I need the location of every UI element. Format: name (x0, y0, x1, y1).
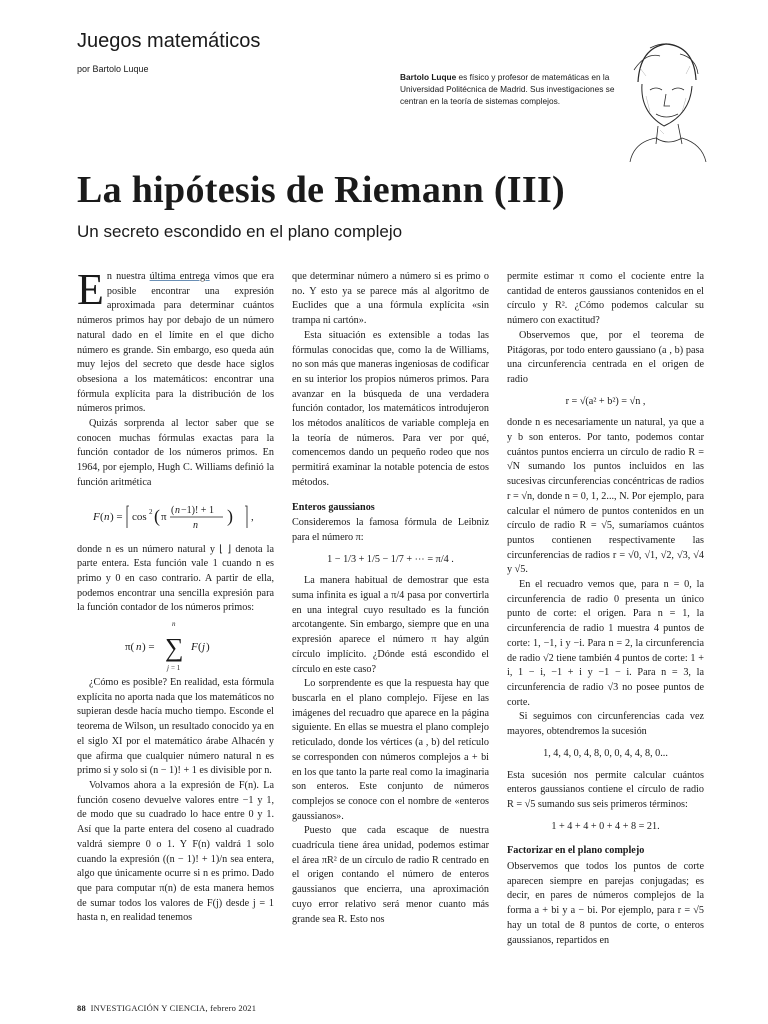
svg-text:) =: ) = (109, 510, 123, 523)
paragraph: Puesto que cada escaque de nuestra cuadrícula tiene área unidad, podemos estimar el área πR² de un círculo de radio R centrado en el origen contando el número de enteros gaussianos que encierra, una aproximación cuyo error relativo será menor cuanto más grande sea R. Esto nos (292, 825, 489, 925)
article-title: La hipótesis de Riemann (III) (77, 169, 565, 211)
paragraph: La manera habitual de demostrar que esta suma infinita es igual a π/4 pasa por convertirla en una integral cuyo resultado es la función arcotangente. Sin embargo, siempre que en una expresión aparece el número π hay algún círculo implícito. ¿Dónde está escondido el círculo en este caso? (292, 575, 489, 675)
paragraph: permite estimar π como el cociente entre la cantidad de enteros gaussianos contenidos en el círculo y R². ¿Cómo podemos calcular su número con exactitud? (507, 271, 704, 327)
svg-text:(: ( (197, 641, 202, 654)
paragraph: Observemos que, por el teorema de Pitágoras, por todo entero gaussiano (a , b) pasa una circunferencia centrada en el origen de radio (507, 329, 704, 385)
svg-text:π: π (160, 510, 167, 523)
prime-counting-formula (77, 616, 274, 676)
section-title: Juegos matemáticos (77, 30, 261, 52)
williams-formula (77, 498, 274, 536)
svg-text:j: j (201, 641, 205, 654)
paragraph: En el recuadro vemos que, para n = 0, la circunferencia de radio 0 presenta un único punto de corte: el origen. Para n = 1, la circunferencia de radio 1 muestra 4 puntos de corte: 1, −1, i y −i. Para n = 2, la circunferencia de radio √2 tiene también 4 puntos de corte: 1 + i, 1 − i, −1 + i y −1 − i. Para n = 3, la circunferencia de radio √3 no posee puntos de corte. (507, 579, 704, 708)
svg-text:F: F (190, 641, 198, 654)
byline: por Bartolo Luque (77, 64, 149, 74)
leibniz-formula: 1 − 1/3 + 1/5 − 1/7 + ⋯ = π/4 . (327, 553, 454, 565)
section-heading: Factorizar en el plano complejo (507, 845, 645, 857)
paragraph: donde n es un número natural y ⌊ ⌋ denota la parte entera. Esta función vale 1 cuando n es primo y 0 en caso contrario. A partir de ella, podemos encontrar una sencilla expresión para la función contador de los números primos: (77, 543, 274, 614)
svg-text:F: F (92, 510, 100, 523)
svg-text:(: ( (99, 510, 104, 523)
svg-text:n: n (171, 620, 175, 629)
paragraph: donde n es necesariamente un natural, ya que a y b son enteros. Por tanto, podemos contar cuántos puntos encierra un círculo de radio R = √N sumando los puntos incluidos en las sucesivas circunferencias concéntricas de radios r = √n, donde n = 0, 1, 2..., N. Por ejemplo, para calcular el número de puntos contenidos en un círculo de radio R = √5, sumaríamos cuántos puntos contienen respectivamente las circunferencias de radios r = √0, √1, √2, √3, √4 y √5. (507, 417, 704, 576)
svg-text:,: , (250, 510, 254, 523)
svg-text:j: j (166, 664, 169, 673)
svg-text:): ) (226, 505, 233, 526)
paragraph: Volvamos ahora a la expresión de F(n). La función coseno devuelve valores entre −1 y 1, de modo que su cuadrado lo hace entre 0 y 1. Así que la parte entera del coseno al cuadrado valdrá siempre 0 o 1. Y F(n) valdrá 1 solo cuando la expresión ((n − 1)! + 1)/n sea entera, algo que únicamente ocurre si n es primo. Dado que para computar π(n) de esta manera hemos de sumar todos los valores de F(j) desde j = 1 hasta n, en realidad tenemos (77, 779, 274, 924)
paragraph: Observemos que todos los puntos de corte aparecen siempre en parejas conjugadas; es decir, en pares de números complejos de la forma a + bi y a − bi. Por ejemplo, para r = √5 hay un total de 8 puntos de corte, o enteros gaussianos, repartidos en (507, 861, 704, 946)
paragraph: Consideremos la famosa fórmula de Leibniz para el número π: (292, 517, 489, 543)
svg-text:n: n (174, 504, 180, 516)
journal-name: INVESTIGACIÓN Y CIENCIA, febrero 2021 (90, 1003, 257, 1013)
svg-text:n: n (135, 641, 141, 654)
svg-text:n: n (192, 519, 198, 531)
paragraph: Quizás sorprenda al lector saber que se conocen muchas fórmulas exactas para la función contador de los números primos. En 1964, por ejemplo, Hugh C. Williams definió la función aritmética (77, 418, 274, 488)
paragraph: Esta sucesión nos permite calcular cuántos enteros gaussianos contiene el círculo de radio R = √5 sumando sus seis primeros términos: (507, 769, 704, 810)
svg-text:) =: ) = (141, 641, 155, 654)
svg-text:(: ( (153, 505, 160, 526)
paragraph: que determinar número a número si es primo o no. Y esto ya se parece más al algoritmo de Euclides que a una fórmula explícita «sin trampa ni cartón». (292, 271, 489, 327)
drop-cap: E (77, 265, 104, 314)
column-3 (507, 270, 704, 948)
radius-formula: r = √(a² + b²) = √n , (565, 395, 646, 407)
section-heading: Enteros gaussianos (292, 501, 375, 513)
svg-text:): ) (205, 641, 210, 654)
author-name: Bartolo Luque (400, 72, 457, 82)
sum-formula: 1 + 4 + 4 + 0 + 4 + 8 = 21. (551, 820, 660, 832)
svg-text:n: n (103, 510, 109, 523)
svg-text:∑: ∑ (164, 633, 184, 663)
column-2 (292, 270, 489, 927)
prime-counting-formula-render (121, 617, 231, 675)
article-subtitle: Un secreto escondido en el plano complejo (77, 222, 403, 241)
page-number: 88 (77, 1003, 86, 1013)
author-bio-text: es físico y profesor de matemáticas en la Universidad Politécnica de Madrid. Sus investigaciones se centran en la teoría de sistemas complejos. (400, 72, 615, 106)
column-1 (77, 265, 274, 926)
author-portrait (620, 34, 710, 162)
paragraph: En nuestra última entrega vimos que era posible encontrar una expresión aproximada para determinar cuántos números primos hay por debajo de un número natural dado en el límite en el que dicho número es grande. Sin embargo, eso queda aún muy lejos del secreto que desde hace siglos obsesiona a los matemáticos: encontrar una fórmula explícita para la distribución de los números primos. (77, 265, 274, 415)
paragraph: Esta situación es extensible a todas las fórmulas conocidas que, como la de Williams, no son más que maneras ingeniosas de codificar en su interior los propios números primos. Para avanzar en la búsqueda de una verdadera función contador, los matemáticos introdujeron los métodos analíticos de variable compleja en la teoría de números. Para ver por qué, comencemos dando un pequeño rodeo que nos permitirá examinar la notable potencia de estos métodos. (292, 329, 489, 488)
svg-text:2: 2 (148, 507, 152, 516)
paragraph: ¿Cómo es posible? En realidad, esta fórmula explícita no aporta nada que los matemáticos no supieran desde hacía mucho tiempo. Esconde el teorema de Wilson, un resultado conocido ya en el siglo XI por el matemático árabe Alhacén y que afirma que cualquier número natural n es primo si y solo si (n − 1)! + 1 es divisible por n. (77, 677, 274, 777)
svg-text:cos: cos (131, 510, 147, 523)
paragraph: Lo sorprendente es que la respuesta hay que buscarla en el plano complejo. Fíjese en las imágenes del recuadro que aparece en la página siguiente. En ellas se muestra el plano complejo reticulado, donde los vértices (a , b) del retículo se corresponden con números complejos a + bi en los que tanto la parte real como la imaginaria son enteros. Este conjunto de números complejos se conoce con el nombre de «enteros gaussianos». (292, 678, 489, 822)
paragraph: Si seguimos con circunferencias cada vez mayores, obtendremos la sucesión (507, 711, 704, 738)
svg-text:−1)! + 1: −1)! + 1 (180, 504, 214, 516)
author-bio (400, 71, 632, 107)
svg-text:= 1: = 1 (170, 664, 180, 673)
page-footer (77, 1003, 256, 1013)
sequence-formula: 1, 4, 4, 0, 4, 8, 0, 0, 4, 4, 8, 0... (543, 747, 668, 759)
williams-formula-render (91, 498, 261, 536)
svg-text:(: ( (170, 504, 174, 516)
svg-text:π(: π( (124, 641, 134, 654)
previous-installment-link[interactable]: última entrega (149, 271, 210, 282)
